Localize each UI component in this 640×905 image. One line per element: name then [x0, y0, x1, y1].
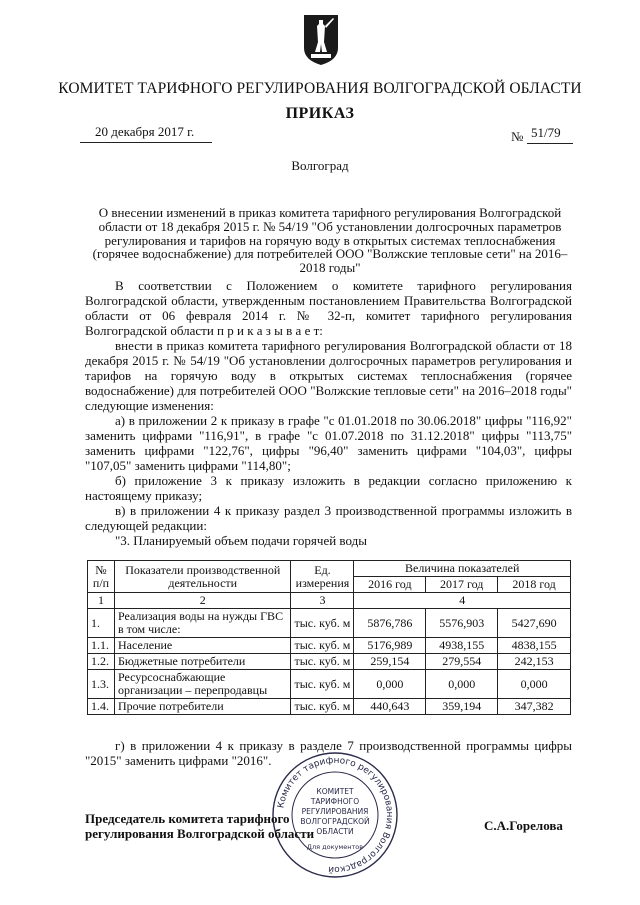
row-unit: тыс. куб. м — [291, 638, 354, 654]
row-num: 1.3. — [88, 670, 115, 699]
signatory-title — [85, 811, 314, 841]
number-sign: № — [511, 129, 524, 144]
stamp-line: ТАРИФНОГО — [310, 797, 360, 806]
item-a: а) в приложении 2 к приказу в графе "с 01.01.2018 по 30.06.2018" цифры "116,92" заменить цифрами "116,91", в графе "с 01.07.2018 по 31.12.2018" цифры "113,75" заменить цифрами "122,76", цифры "96,40" заменить цифрами "104,03", цифры "107,05" заменить цифрами "114,80"; — [85, 413, 572, 473]
date-underline — [80, 142, 212, 143]
table-row — [88, 654, 571, 670]
row-unit: тыс. куб. м — [291, 654, 354, 670]
committee-name: КОМИТЕТ ТАРИФНОГО РЕГУЛИРОВАНИЯ ВОЛГОГРАДСКОЙ ОБЛАСТИ — [58, 80, 582, 97]
row-value-2016: 5876,786 — [354, 609, 426, 638]
order-number: 51/79 — [531, 125, 561, 140]
stamp-line: ОБЛАСТИ — [316, 827, 354, 836]
row-value-2017: 4938,155 — [426, 638, 498, 654]
row-value-2016: 0,000 — [354, 670, 426, 699]
row-unit: тыс. куб. м — [291, 609, 354, 638]
table-row — [88, 638, 571, 654]
row-name: Бюджетные потребители — [114, 654, 291, 670]
stamp-line: КОМИТЕТ — [316, 787, 354, 796]
coat-of-arms-icon — [303, 14, 339, 66]
item-b: б) приложение 3 к приказу изложить в редакции согласно приложению к настоящему приказу; — [85, 473, 572, 503]
number-underline — [527, 143, 573, 144]
hot-water-volume-table — [87, 560, 571, 715]
header-num: № п/п — [88, 561, 115, 593]
row-value-2018: 4838,155 — [498, 638, 571, 654]
row-num: 1.2. — [88, 654, 115, 670]
row-value-2016: 259,154 — [354, 654, 426, 670]
city: Волгоград — [291, 158, 349, 173]
row-value-2018: 0,000 — [498, 670, 571, 699]
document-type: ПРИКАЗ — [285, 105, 355, 122]
row-num: 1. — [88, 609, 115, 638]
header-year-2016: 2016 год — [354, 577, 426, 593]
row-unit: тыс. куб. м — [291, 699, 354, 715]
row-num: 1.4. — [88, 699, 115, 715]
row-value-2018: 347,382 — [498, 699, 571, 715]
row-name: Прочие потребители — [114, 699, 291, 715]
item-v: в) в приложении 4 к приказу раздел 3 производственной программы изложить в следующей редакции: — [85, 503, 572, 533]
row-name: Реализация воды на нужды ГВС в том числе: — [114, 609, 291, 638]
table-row — [88, 670, 571, 699]
row-value-2018: 5427,690 — [498, 609, 571, 638]
table-row — [88, 699, 571, 715]
item-g: г) в приложении 4 к приказу в разделе 7 производственной программы цифры "2015" заменить цифрами "2016". — [85, 738, 572, 768]
signatory-title-line-1: Председатель комитета тарифного — [85, 811, 290, 826]
directive-paragraph: внести в приказ комитета тарифного регулирования Волгоградской области от 18 декабря 2015 г. № 54/19 "Об установлении долгосрочных параметров регулирования и тарифов на горячую воду в открытых системах теплоснабжения (горячее водоснабжение) для потребителей ООО "Волжские тепловые сети" на 2016–2018 годы" следующие изменения: — [85, 338, 572, 413]
stamp-line: РЕГУЛИРОВАНИЯ — [301, 807, 369, 816]
header-indicator: Показатели производственной деятельности — [114, 561, 291, 593]
colnum-2: 2 — [114, 593, 291, 609]
header-values: Величина показателей — [354, 561, 571, 577]
header-unit: Ед. измерения — [291, 561, 354, 593]
row-value-2016: 5176,989 — [354, 638, 426, 654]
row-value-2016: 440,643 — [354, 699, 426, 715]
order-body-top — [85, 278, 572, 548]
row-name: Ресурсоснабжающие организации – перепродавцы — [114, 670, 291, 699]
section-title: "3. Планируемый объем подачи горячей воды — [115, 533, 367, 548]
colnum-4: 4 — [354, 593, 571, 609]
row-value-2017: 0,000 — [426, 670, 498, 699]
header-year-2018: 2018 год — [498, 577, 571, 593]
colnum-3: 3 — [291, 593, 354, 609]
signatory-name: С.А.Горелова — [484, 818, 563, 833]
row-name: Население — [114, 638, 291, 654]
order-date: 20 декабря 2017 г. — [95, 124, 195, 139]
preamble-paragraph: В соответствии с Положением о комитете тарифного регулирования Волгоградской области, утвержденным постановлением Правительства Волгоградской области от 06 февраля 2014 г. № 32-п, комитет тарифного регулирования Волгоградской области п р и к а з ы в а е т: — [85, 278, 572, 338]
signatory-title-line-2: регулирования Волгоградской области — [85, 826, 315, 841]
row-value-2018: 242,153 — [498, 654, 571, 670]
table-row — [88, 609, 571, 638]
stamp-bottom-text: Для документов — [306, 843, 364, 851]
row-value-2017: 359,194 — [426, 699, 498, 715]
header-year-2017: 2017 год — [426, 577, 498, 593]
row-value-2017: 279,554 — [426, 654, 498, 670]
colnum-1: 1 — [88, 593, 115, 609]
row-unit: тыс. куб. м — [291, 670, 354, 699]
order-subject: О внесении изменений в приказ комитета тарифного регулирования Волгоградской области от 18 декабря 2015 г. № 54/19 "Об установлении долгосрочных параметров регулирования и тарифов на горячую воду в открытых системах теплоснабжения (горячее водоснабжение) для потребителей ООО "Волжские тепловые сети" на 2016–2018 годы" — [92, 205, 568, 276]
stamp-line: ВОЛГОГРАДСКОЙ — [300, 817, 370, 826]
row-num: 1.1. — [88, 638, 115, 654]
row-value-2017: 5576,903 — [426, 609, 498, 638]
stamp-ring-text: Комитет тарифного регулирования Волгоградской — [276, 755, 395, 875]
